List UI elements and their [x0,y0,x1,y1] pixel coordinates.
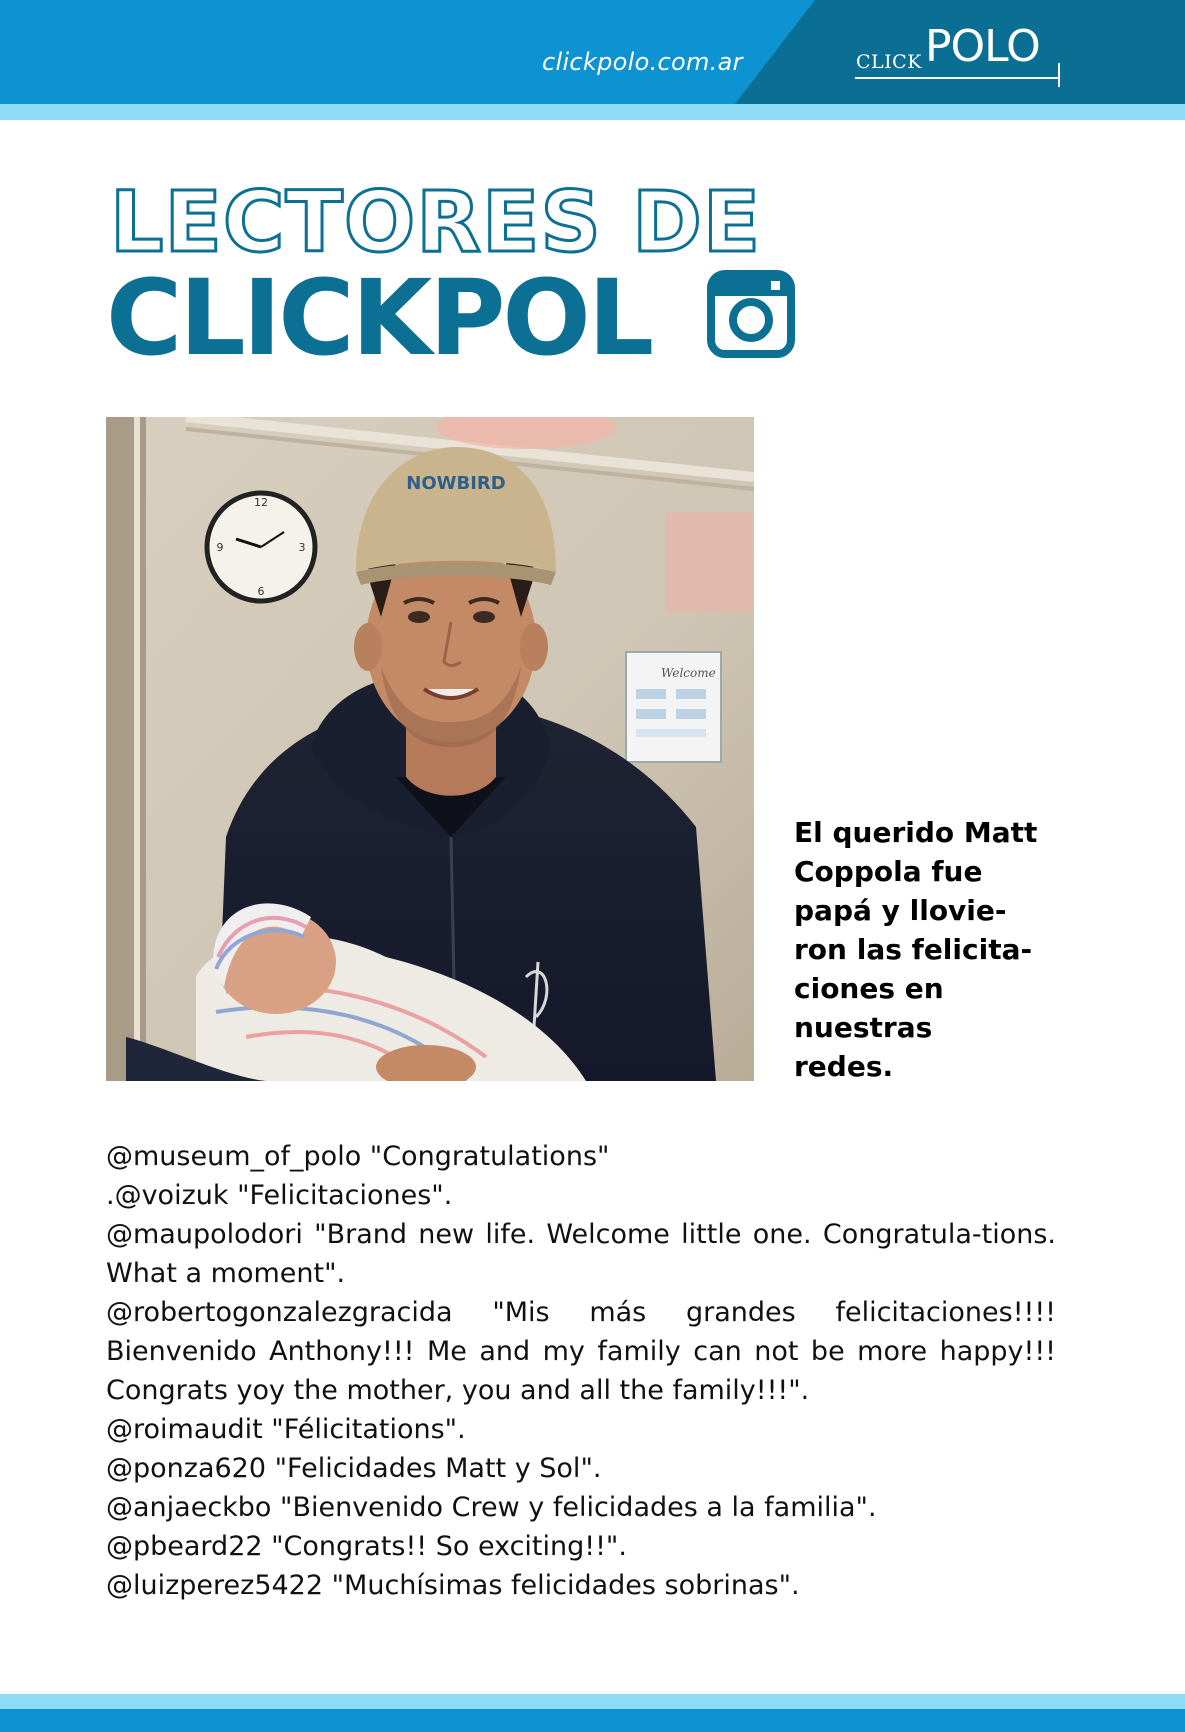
comment-item: @roimaudit "Félicitations". [106,1414,466,1445]
svg-text:12: 12 [254,496,268,509]
logo-underline [855,77,1060,79]
news-photo [106,417,754,1081]
comment-item: .@voizuk "Felicitaciones". [106,1180,453,1211]
section-title-outline: LECTORES DE [110,173,762,271]
cap-logo-text: NOWBIRD [406,473,506,494]
comment-item: @robertogonzalezgracida "Mis más grandes felicitaciones!!!! Bienvenido Anthony!!! Me and my family can not be more happy!!! Congrats yoy the mother, you and all the family!!!". [106,1297,1056,1406]
footer-band [0,1709,1185,1732]
svg-text:3: 3 [298,541,306,554]
comment-item: @anjaeckbo "Bienvenido Crew y felicidades a la familia". [106,1492,877,1523]
footer-accent-strip [0,1694,1185,1709]
photo-caption: El querido Matt Coppola fue papá y llovie- ron las felicita- ciones en nuestras redes. [794,816,1038,1083]
logo-polo-text: POLO [925,21,1040,72]
logo-click-text: CLICK [856,51,922,73]
comment-item: @luizperez5422 "Muchísimas felicidades sobrinas". [106,1570,800,1601]
clickpolo-logo[interactable] [855,23,1065,93]
welcome-sign-text: Welcome [661,666,716,680]
svg-text:9: 9 [216,541,224,554]
comment-item: @museum_of_polo "Congratulations" [106,1141,610,1172]
header-band [0,0,1185,104]
site-url-link[interactable]: clickpolo.com.ar [542,48,743,76]
section-title-solid: CLICKPOL [106,257,652,379]
comment-item: @ponza620 "Felicidades Matt y Sol". [106,1453,602,1484]
reader-comments [106,1137,1056,1605]
comment-item: @maupolodori "Brand new life. Welcome little one. Congratula-tions. What a moment". [106,1219,1056,1289]
instagram-icon [707,270,795,358]
logo-polo-mallet [1058,63,1060,87]
svg-text:6: 6 [257,585,265,598]
header-accent-strip [0,104,1185,120]
comment-item: @pbeard22 "Congrats!! So exciting!!". [106,1531,627,1562]
